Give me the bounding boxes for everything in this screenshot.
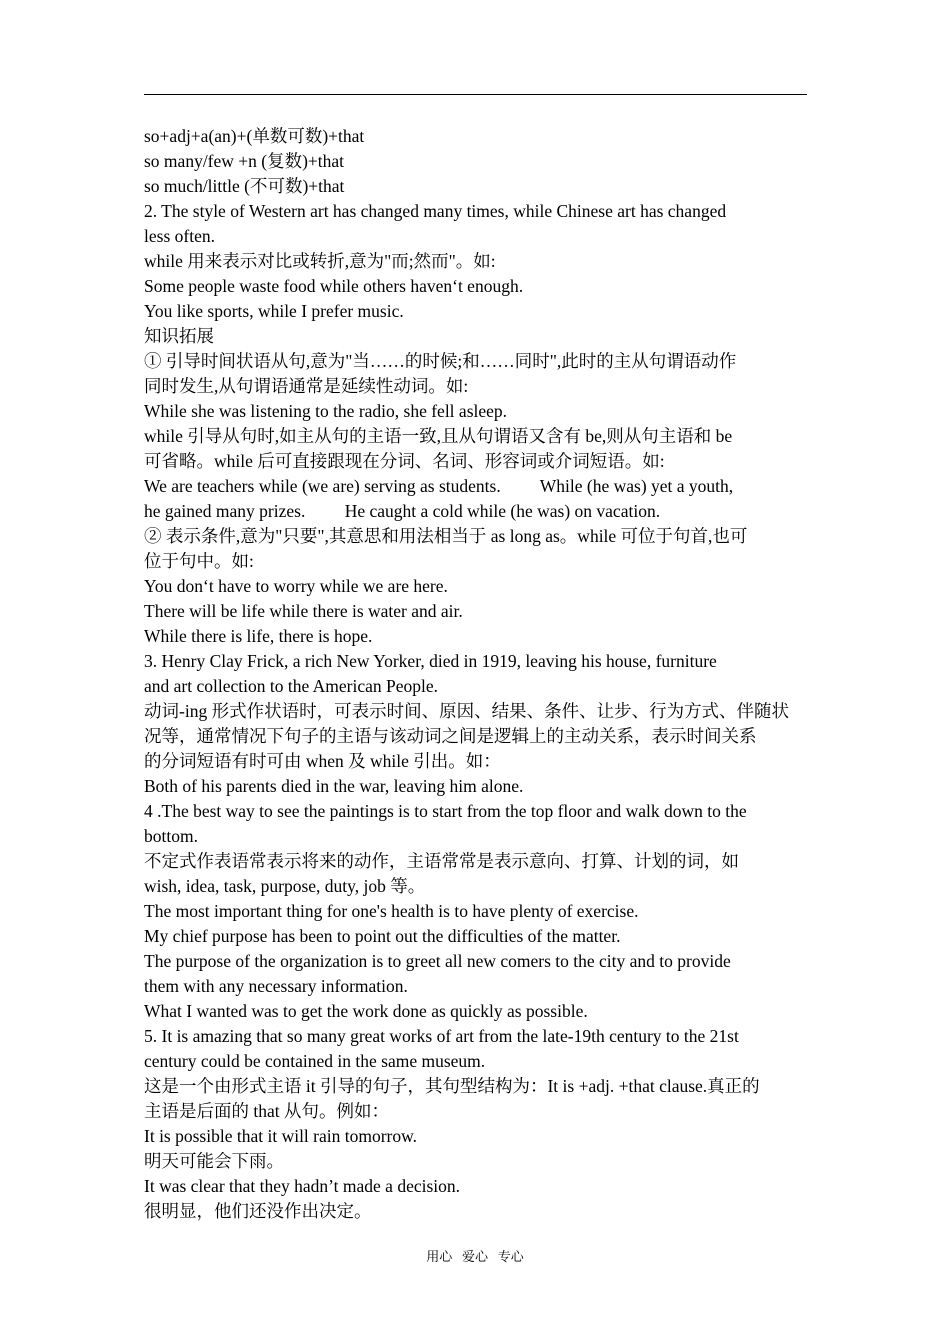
text-line: ② 表示条件,意为"只要",其意思和用法相当于 as long as。while 可位于句首,也可 [144, 526, 748, 546]
text-line: while 用来表示对比或转折,意为"而;然而"。如: [144, 251, 496, 271]
text-line: century could be contained in the same museum. [144, 1051, 486, 1071]
text-line: 主语是后面的 that 从句。例如： [144, 1101, 389, 1121]
text-line: While there is life, there is hope. [144, 626, 373, 646]
text-line: What I wanted was to get the work done as quickly as possible. [144, 1001, 588, 1021]
text-line: While she was listening to the radio, she fell asleep. [144, 401, 508, 421]
text-line: 不定式作表语常表示将来的动作，主语常常是表示意向、打算、计划的词，如 [144, 851, 739, 871]
text-line: 4 .The best way to see the paintings is to start from the top floor and walk down to the [144, 801, 747, 821]
text-line: so much/little (不可数)+that [144, 176, 345, 196]
text-line: 明天可能会下雨。 [144, 1151, 284, 1171]
text-line: 位于句中。如: [144, 551, 254, 571]
text-line: 同时发生,从句谓语通常是延续性动词。如: [144, 376, 469, 396]
text-line: 这是一个由形式主语 it 引导的句子，其句型结构为：It is +adj. +that clause.真正的 [144, 1076, 760, 1096]
text-line: You like sports, while I prefer music. [144, 301, 404, 321]
text-line: so many/few +n (复数)+that [144, 151, 345, 171]
text-line: 况等，通常情况下句子的主语与该动词之间是逻辑上的主动关系，表示时间关系 [144, 726, 757, 746]
text-line: so+adj+a(an)+(单数可数)+that [144, 126, 365, 146]
text-line: It is possible that it will rain tomorrow. [144, 1126, 418, 1146]
text-line: 知识拓展 [144, 326, 214, 346]
text-line: Both of his parents died in the war, leaving him alone. [144, 776, 524, 796]
text-line: 2. The style of Western art has changed many times, while Chinese art has changed [144, 201, 727, 221]
text-line: Some people waste food while others haven‘t enough. [144, 276, 524, 296]
document-body [144, 124, 808, 1224]
text-line: The most important thing for one's health is to have plenty of exercise. [144, 901, 639, 921]
text-line: There will be life while there is water and air. [144, 601, 463, 621]
page-footer: 用心 爱心 专心 [426, 1249, 524, 1264]
text-line: bottom. [144, 826, 198, 846]
text-line: wish, idea, task, purpose, duty, job 等。 [144, 876, 426, 896]
text-line: and art collection to the American People. [144, 676, 438, 696]
text-line: 很明显，他们还没作出决定。 [144, 1201, 372, 1221]
text-line: ① 引导时间状语从句,意为"当……的时候;和……同时",此时的主从句谓语动作 [144, 351, 737, 371]
header-rule [144, 94, 807, 95]
text-line: while 引导从句时,如主从句的主语一致,且从句谓语又含有 be,则从句主语和 be [144, 426, 733, 446]
text-line: 5. It is amazing that so many great works of art from the late-19th century to the 21st [144, 1026, 739, 1046]
text-line: them with any necessary information. [144, 976, 408, 996]
text-line: 动词-ing 形式作状语时，可表示时间、原因、结果、条件、让步、行为方式、伴随状 [144, 701, 790, 721]
text-line: It was clear that they hadn’t made a decision. [144, 1176, 461, 1196]
text-line: My chief purpose has been to point out the difficulties of the matter. [144, 926, 621, 946]
text-line: You don‘t have to worry while we are here. [144, 576, 448, 596]
text-line: The purpose of the organization is to greet all new comers to the city and to provide [144, 951, 731, 971]
text-line: 可省略。while 后可直接跟现在分词、名词、形容词或介词短语。如: [144, 451, 665, 471]
text-line: 3. Henry Clay Frick, a rich New Yorker, died in 1919, leaving his house, furniture [144, 651, 717, 671]
text-line: less often. [144, 226, 215, 246]
text-line: 的分词短语有时可由 when 及 while 引出。如： [144, 751, 501, 771]
text-line: We are teachers while (we are) serving as students. While (he was) yet a youth, [144, 476, 734, 496]
text-line: he gained many prizes. He caught a cold while (he was) on vacation. [144, 501, 661, 521]
